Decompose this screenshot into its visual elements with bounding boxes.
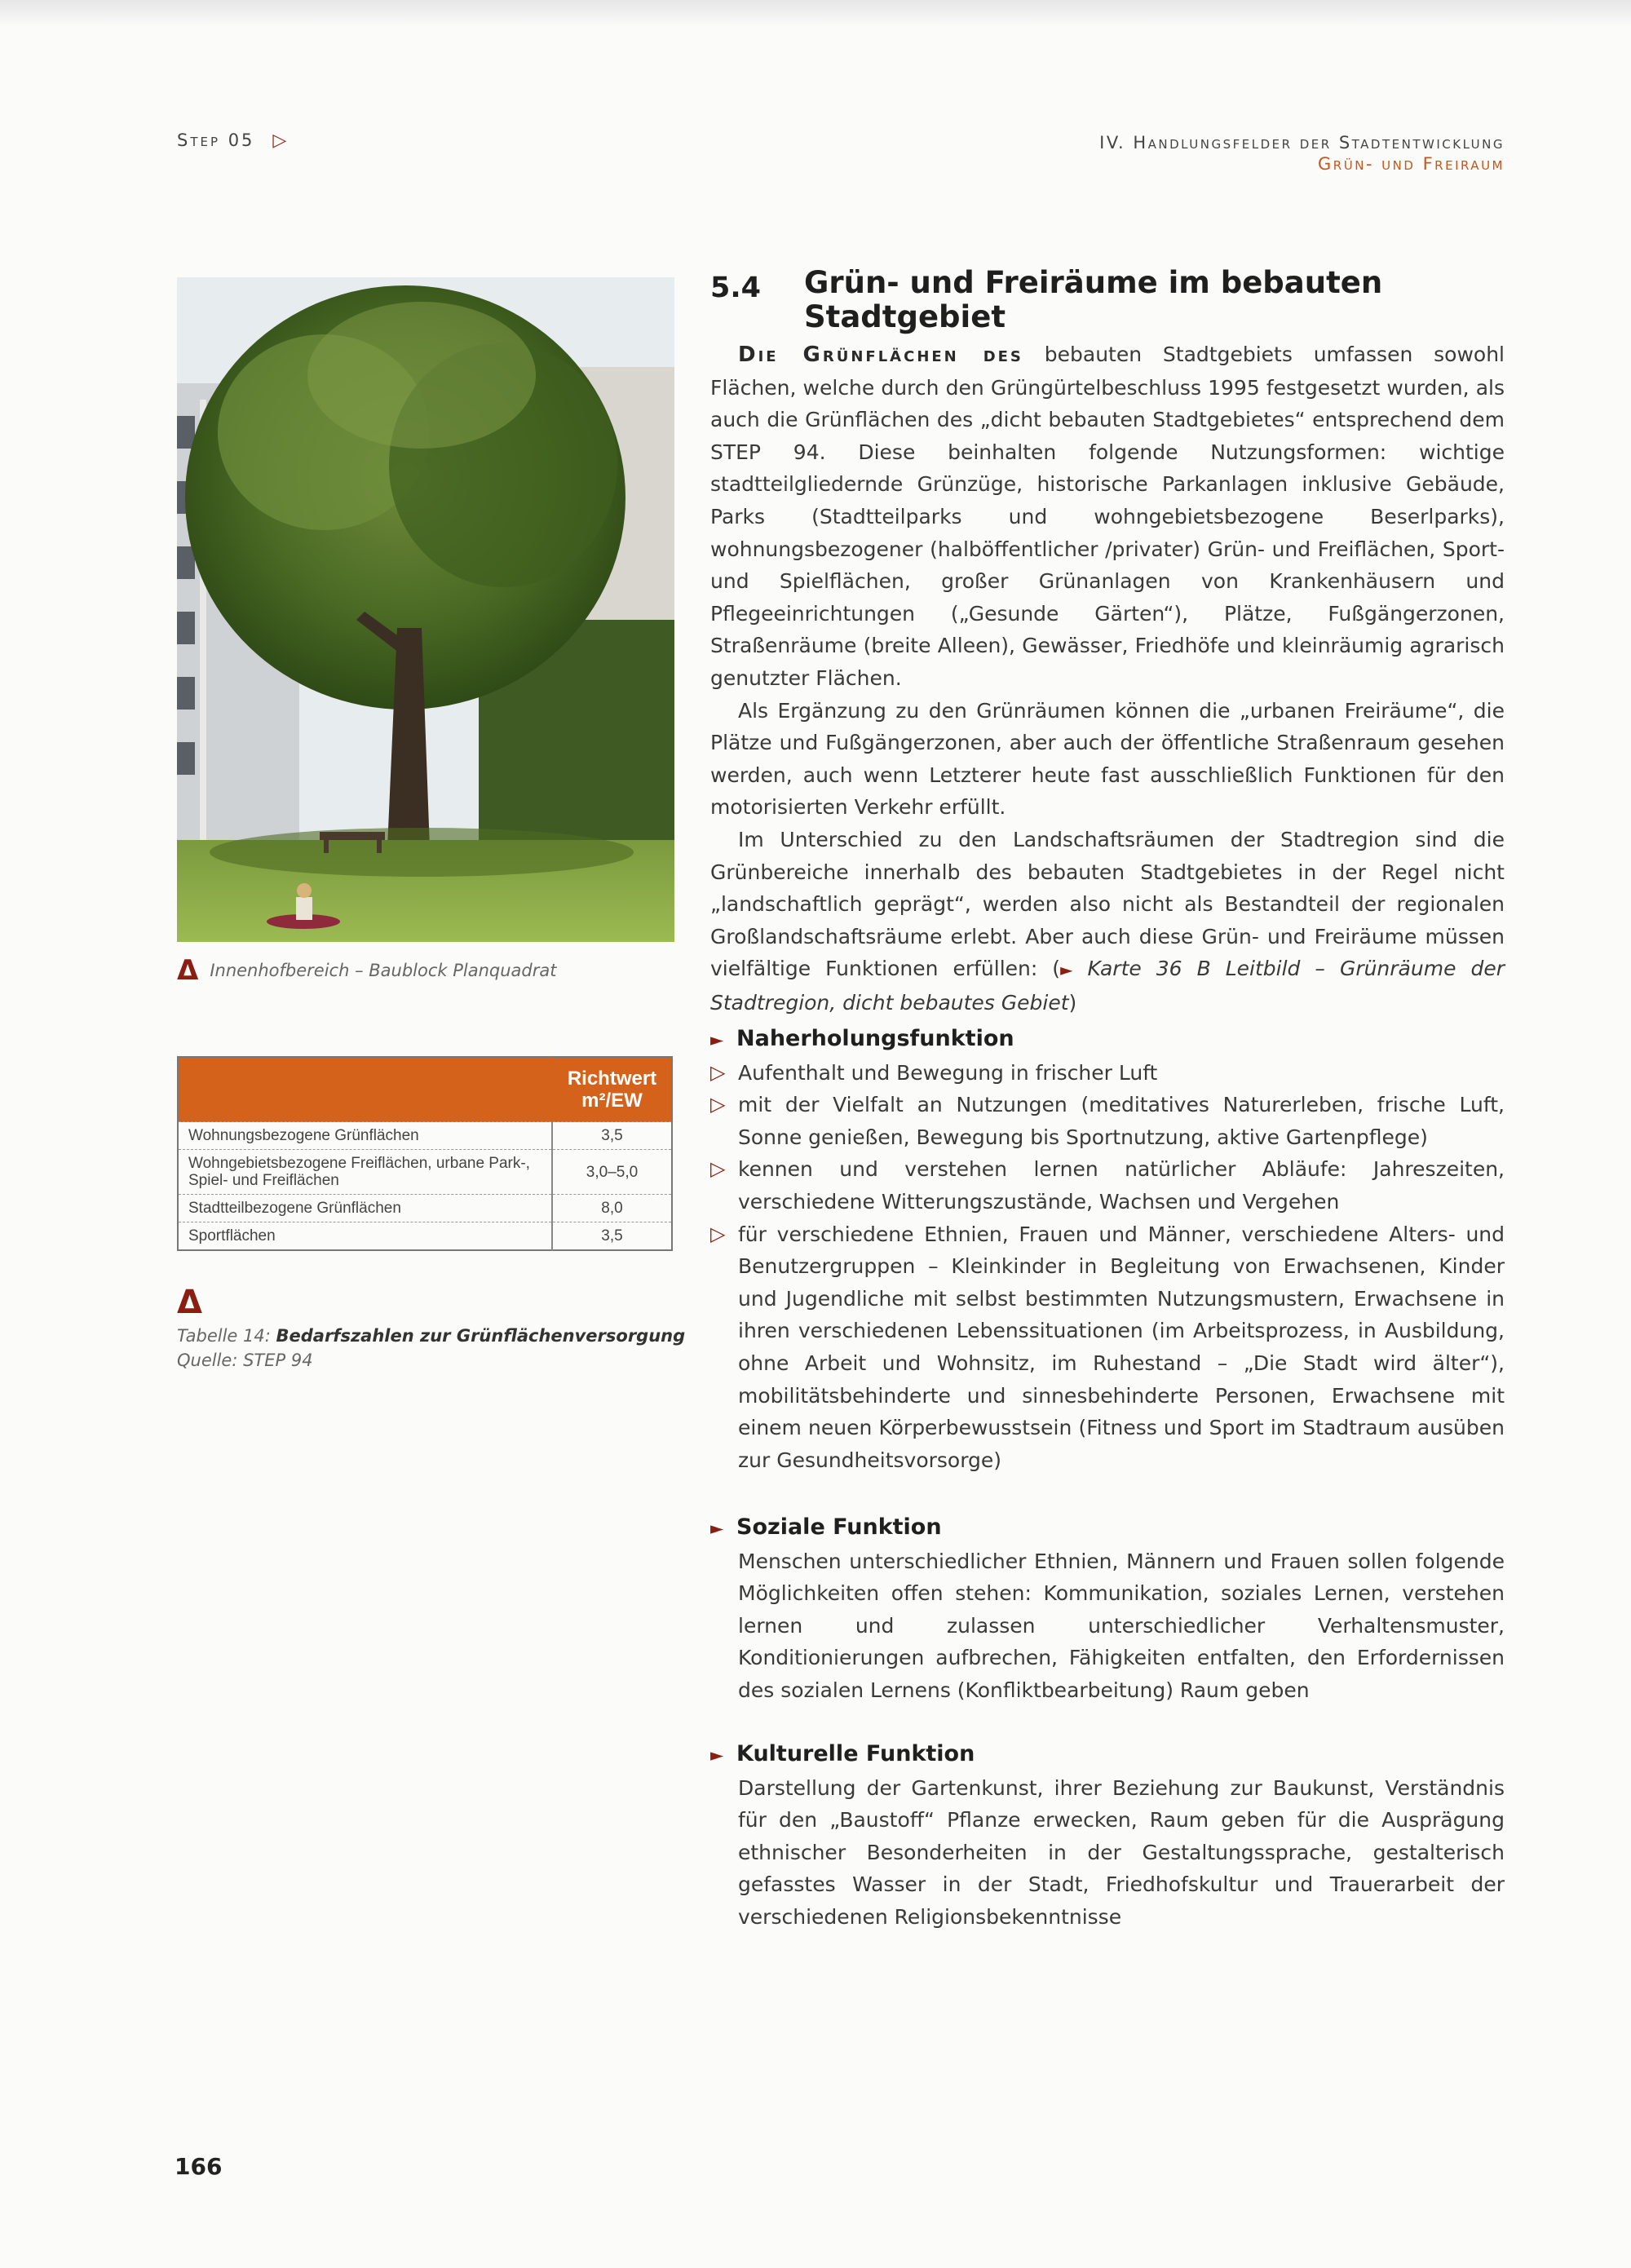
triangle-right-icon: ▷ <box>710 1093 726 1116</box>
naherholung-section <box>710 1023 1505 1476</box>
subheading: ► Kulturelle Funktion <box>710 1738 1505 1772</box>
section-heading <box>710 266 1526 334</box>
section-number: 5.4 <box>710 272 762 304</box>
list-item: ▷ mit der Vielfalt an Nutzungen (meditatives Naturerleben, frische Luft, Sonne genießen, Bewegung bis Sportnutzung, aktive Gartenpflege) <box>710 1089 1505 1153</box>
triangle-right-icon: ▷ <box>710 1157 726 1181</box>
paragraph: Menschen unterschiedlicher Ethnien, Männern und Frauen sollen folgende Möglichkeiten offen stehen: Kommunikation, soziales Lernen, verstehen lernen und zulassen unterschiedlicher Verhaltensmuster, Konditionierungen aufbrechen, Fähigkeiten entfalten, den Erfordernissen des sozialen Lernens (Konfliktbearbeitung) Raum geben <box>738 1549 1505 1702</box>
column-header: Richtwert m²/EW <box>552 1057 672 1122</box>
delta-icon: Δ <box>177 954 199 987</box>
triangle-right-icon: ▷ <box>272 130 290 151</box>
chapter-title: IV. Handlungsfelder der Stadtentwicklung <box>1099 133 1505 153</box>
photo-caption: Δ Innenhofbereich – Baublock Planquadrat <box>177 954 557 987</box>
delta-icon: Δ <box>177 1284 202 1321</box>
table-header-row <box>178 1057 672 1122</box>
table-row: Stadtteilbezogene Grünflächen 8,0 <box>178 1195 672 1222</box>
subheading: ► Soziale Funktion <box>710 1511 1505 1545</box>
table-caption: Δ Tabelle 14: Bedarfszahlen zur Grünflächenversorgung Quelle: STEP 94 <box>177 1284 686 1370</box>
subheading: ► Naherholungsfunktion <box>710 1023 1505 1057</box>
triangle-right-icon: ▷ <box>710 1060 726 1084</box>
arrow-right-icon: ► <box>1060 960 1073 980</box>
scan-edge <box>0 0 1631 26</box>
paragraph: Darstellung der Gartenkunst, ihrer Beziehung zur Baukunst, Verständnis für den „Baustoff“ Pflanze erwecken, Raum geben für die Ausprägung ethnischer Besonderheiten in der Gestaltungssprache, gestalterisch gefasstes Wasser in der Stadt, Friedhofskultur und Trauerarbeit der verschiedenen Religionsbekenntnisse <box>738 1775 1505 1929</box>
list-item: ▷ für verschiedene Ethnien, Frauen und Männer, verschiedene Alters- und Benutzergruppen – Kleinkinder in Begleitung von Erwachsenen, Kinder und Jugendliche mit selbst bestimmten Nutzungsmustern, Erwachsene in ihren verschiedenen Lebenssituationen (im Arbeitsprozess, in Ausbildung, ohne Arbeit und Wohnsitz, im Ruhestand – „Die Stadt wird älter“), mobilitätsbehinderte und sinnesbehinderte Personen, Erwachsene mit einem neuen Körperbewusstsein (Fitness und Sport im Stadtraum ausüben zur Gesundheitsvorsorge) <box>710 1218 1505 1477</box>
paragraph: Als Ergänzung zu den Grünräumen können die „urbanen Freiräume“, die Plätze und Fußgängerzonen, aber auch der öffentliche Straßenraum gesehen werden, auch wenn Letzterer heute fast ausschließlich Funktionen für den motorisierten Verkehr erfüllt. <box>710 698 1505 820</box>
page-number: 166 <box>175 2153 223 2180</box>
requirements-table <box>177 1056 673 1251</box>
arrow-right-icon: ► <box>710 1745 724 1765</box>
table-row: Wohngebietsbezogene Freiflächen, urbane Park-, Spiel- und Freiflächen 3,0–5,0 <box>178 1150 672 1195</box>
kulturell-section <box>710 1738 1505 1934</box>
triangle-right-icon: ▷ <box>710 1222 726 1245</box>
sozial-section <box>710 1511 1505 1707</box>
section-title: Grün- und Freiräume im bebauten Stadtgebiet <box>804 265 1383 334</box>
paragraph: Im Unterschied zu den Landschaftsräumen der Stadtregion sind die Grünbereiche innerhalb des bebauten Stadtgebietes in der Regel nicht „landschaftlich geprägt“, werden also nicht als Bestandteil der regionalen Großlandschaftsräume erlebt. Aber auch diese Grün- und Freiräume müssen vielfältige Funktionen erfüllen: (► Karte 36 B Leitbild – Grünräume der Stadtregion, dicht bebautes Gebiet) <box>710 827 1505 1015</box>
running-header <box>1099 132 1505 175</box>
paragraph: Die Grünflächen des bebauten Stadtgebiets umfassen sowohl Flächen, welche durch den Grüngürtelbeschluss 1995 festgesetzt wurden, als auch die Grünflächen des „dicht bebauten Stadtgebietes“ entsprechend dem STEP 94. Diese beinhalten folgende Nutzungsformen: wichtige stadtteilgliedernde Grünzüge, historische Parkanlagen inklusive Gebäude, Parks (Stadtteilparks und wohngebietsbezogene Beserlparks), wohnungsbezogener (halböffentlicher /privater) Grün- und Freiflächen, Sport- und Spielflächen, großer Grünanlagen von Krankenhäusern und Pflegeeinrichtungen („Gesunde Gärten“), Plätze, Fußgängerzonen, Straßenräume (breite Alleen), Gewässer, Friedhöfe und kleinräumig agrarisch genutzter Flächen. <box>710 343 1505 690</box>
arrow-right-icon: ► <box>710 1519 724 1538</box>
table-row: Sportflächen 3,5 <box>178 1222 672 1251</box>
section-name: Grün- und Freiraum <box>1318 154 1505 174</box>
courtyard-photo <box>177 277 674 942</box>
intro-text <box>710 338 1505 1019</box>
arrow-right-icon: ► <box>710 1030 724 1050</box>
table-row: Wohnungsbezogene Grünflächen 3,5 <box>178 1122 672 1150</box>
list-item: ▷ kennen und verstehen lernen natürlicher Abläufe: Jahreszeiten, verschiedene Witterungszustände, Wachsen und Vergehen <box>710 1153 1505 1218</box>
list-item: ▷ Aufenthalt und Bewegung in frischer Luft <box>710 1057 1505 1090</box>
step-label: Step 05 ▷ <box>177 130 290 151</box>
